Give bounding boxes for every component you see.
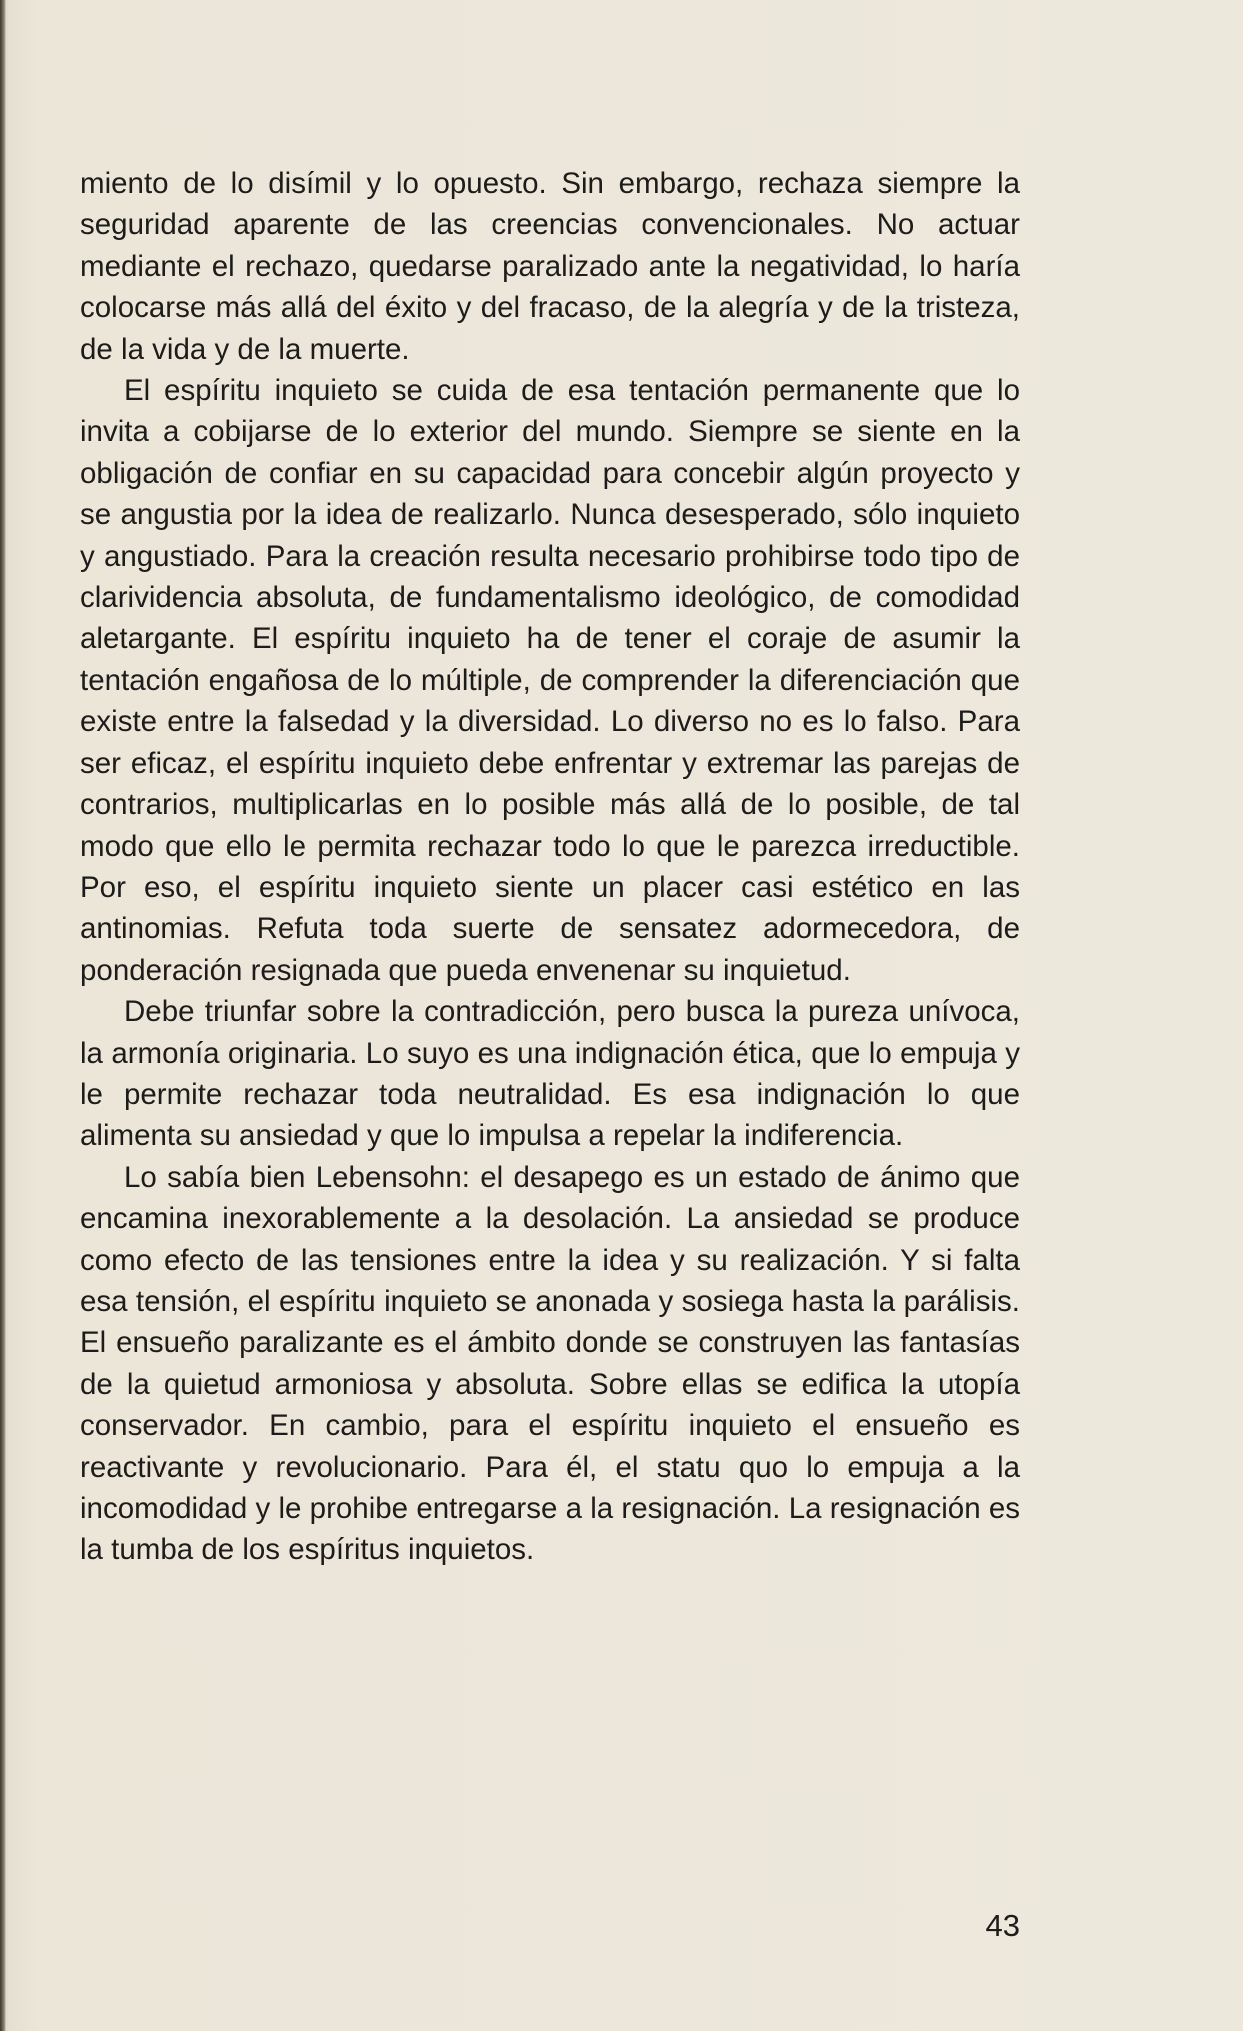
body-text <box>80 163 1020 1571</box>
paragraph-2: El espíritu inquieto se cuida de esa tentación permanente que lo invita a cobijarse de lo exterior del mundo. Siempre se siente en la obligación de confiar en su capacidad para concebir algún proyecto y se angustia por la idea de realizarlo. Nunca desesperado, sólo inquieto y angustiado. Para la creación resulta necesario prohibirse todo tipo de clarividencia absoluta, de fundamentalismo ideológico, de comodidad aletargante. El espíritu inquieto ha de tener el coraje de asumir la tentación engañosa de lo múltiple, de comprender la diferenciación que existe entre la falsedad y la diversidad. Lo diverso no es lo falso. Para ser eficaz, el espíritu inquieto debe enfrentar y extremar las parejas de contrarios, multiplicarlas en lo posible más allá de lo posible, de tal modo que ello le permita rechazar todo lo que le parezca irreductible. Por eso, el espíritu inquieto siente un placer casi estético en las antinomias. Refuta toda suerte de sensatez adormecedora, de ponderación resignada que pueda envenenar su inquietud. <box>80 374 1020 987</box>
paragraph-1: miento de lo disímil y lo opuesto. Sin embargo, rechaza siempre la seguridad aparente de las creencias convencionales. No actuar mediante el rechazo, quedarse paralizado ante la negatividad, lo haría colocarse más allá del éxito y del fracaso, de la alegría y de la tristeza, de la vida y de la muerte. <box>80 167 1020 366</box>
paragraph-3: Debe triunfar sobre la contradicción, pero busca la pureza unívoca, la armonía originaria. Lo suyo es una indignación ética, que lo empuja y le permite rechazar toda neutralidad. Es esa indignación lo que alimenta su ansiedad y que lo impulsa a repelar la indiferencia. <box>80 995 1020 1153</box>
paragraph-4: Lo sabía bien Lebensohn: el desapego es un estado de ánimo que encamina inexorablemente a la desolación. La ansiedad se produce como efecto de las tensiones entre la idea y su realización. Y si falta esa tensión, el espíritu inquieto se anonada y sosiega hasta la parálisis. El ensueño paralizante es el ámbito donde se construyen las fantasías de la quietud armoniosa y absoluta. Sobre ellas se edifica la utopía conservador. En cambio, para el espíritu inquieto el ensueño es reactivante y revolucionario. Para él, el statu quo lo empuja a la incomodidad y le prohibe entregarse a la resignación. La resignación es la tumba de los espíritus inquietos. <box>80 1160 1020 1567</box>
binding-edge <box>0 0 6 2031</box>
page-number: 43 <box>985 1908 1020 1943</box>
